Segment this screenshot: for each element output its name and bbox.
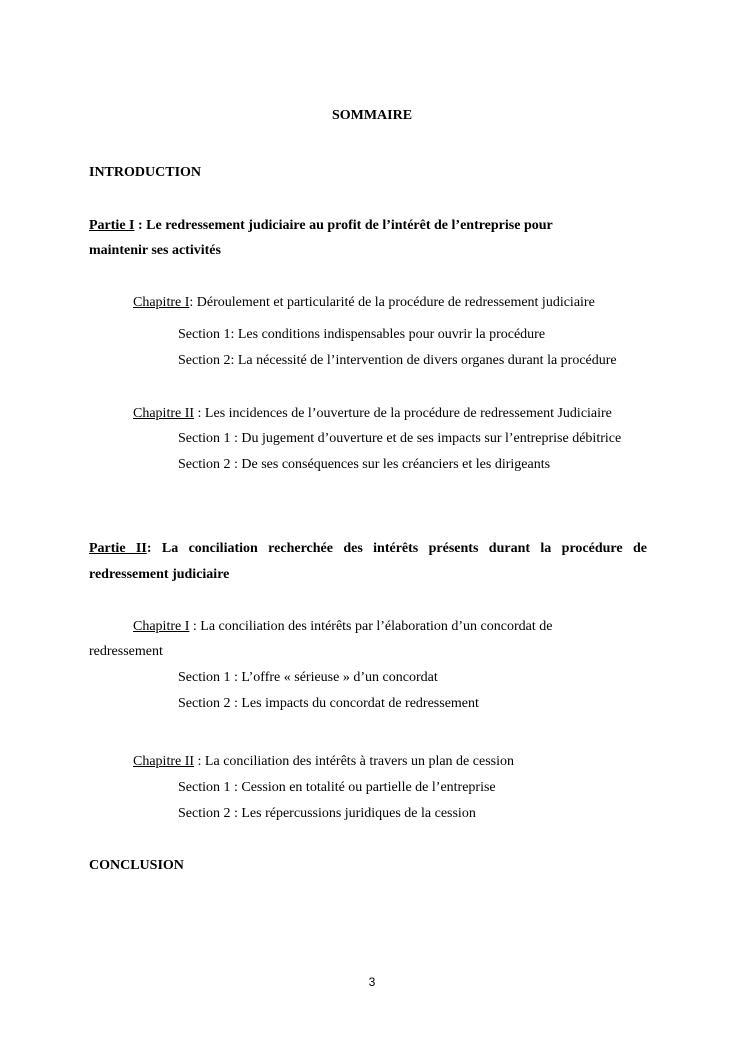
part2-chapter1-section1: Section 1 : L’offre « sérieuse » d’un concordat: [178, 670, 438, 685]
page-number: 3: [368, 975, 376, 989]
part1-title-line1: Le redressement judiciaire au profit de l’intérêt de l’entreprise pour: [146, 218, 553, 233]
conclusion-heading: CONCLUSION: [89, 858, 184, 873]
part1-chapter2-section1: Section 1 : Du jugement d’ouverture et de ses impacts sur l’entreprise débitrice: [178, 431, 622, 446]
part1-separator: :: [134, 218, 147, 233]
part1-chapter2-title: Les incidences de l’ouverture de la procédure de redressement Judiciaire: [204, 406, 612, 421]
part2-chapter1-section2: Section 2 : Les impacts du concordat de redressement: [178, 696, 479, 711]
part2-chapter1-separator: :: [189, 619, 201, 634]
part2-separator: :: [146, 541, 162, 556]
part2-chapter1-title: La conciliation des intérêts par l’élaboration d’un concordat de: [200, 619, 553, 634]
part2-chapter2-heading: [133, 755, 514, 769]
part1-heading: [89, 219, 553, 233]
part1-label: Partie I: [89, 218, 135, 233]
page-title: SOMMAIRE: [331, 108, 413, 123]
part1-chapter1-title: Déroulement et particularité de la procédure de redressement judiciaire: [196, 295, 595, 310]
part1-chapter1-section1: Section 1: Les conditions indispensables pour ouvrir la procédure: [178, 327, 546, 342]
part2-chapter2-label: Chapitre II: [133, 754, 195, 769]
part2-chapter2-title: La conciliation des intérêts à travers un plan de cession: [204, 754, 514, 769]
part1-chapter1-heading: [133, 296, 595, 310]
part2-chapter2-section2: Section 2 : Les répercussions juridiques de la cession: [178, 806, 476, 821]
part1-chapter2-section2: Section 2 : De ses conséquences sur les créanciers et les dirigeants: [178, 457, 551, 472]
part2-title-line2: redressement judiciaire: [89, 567, 230, 582]
part2-chapter1-title-line2: redressement: [89, 644, 163, 659]
part2-chapter1-heading: [133, 620, 552, 634]
part2-label: Partie II: [89, 541, 147, 556]
part1-title-line2: maintenir ses activités: [89, 243, 221, 258]
part2-chapter1-label: Chapitre I: [133, 619, 190, 634]
part2-chapter2-section1: Section 1 : Cession en totalité ou partielle de l’entreprise: [178, 780, 496, 795]
part2-heading: [89, 542, 647, 556]
part1-chapter1-section2: Section 2: La nécessité de l’intervention de divers organes durant la procédure: [178, 353, 617, 368]
part1-chapter2-heading: [133, 407, 612, 421]
part1-chapter1-separator: :: [189, 295, 197, 310]
part2-chapter2-separator: :: [194, 754, 205, 769]
introduction-heading: INTRODUCTION: [89, 165, 202, 180]
part1-chapter2-separator: :: [194, 406, 205, 421]
part1-chapter1-label: Chapitre I: [133, 295, 190, 310]
part1-chapter2-label: Chapitre II: [133, 406, 195, 421]
part2-title-line1: La conciliation recherchée des intérêts présents durant la procédure de: [161, 541, 647, 556]
